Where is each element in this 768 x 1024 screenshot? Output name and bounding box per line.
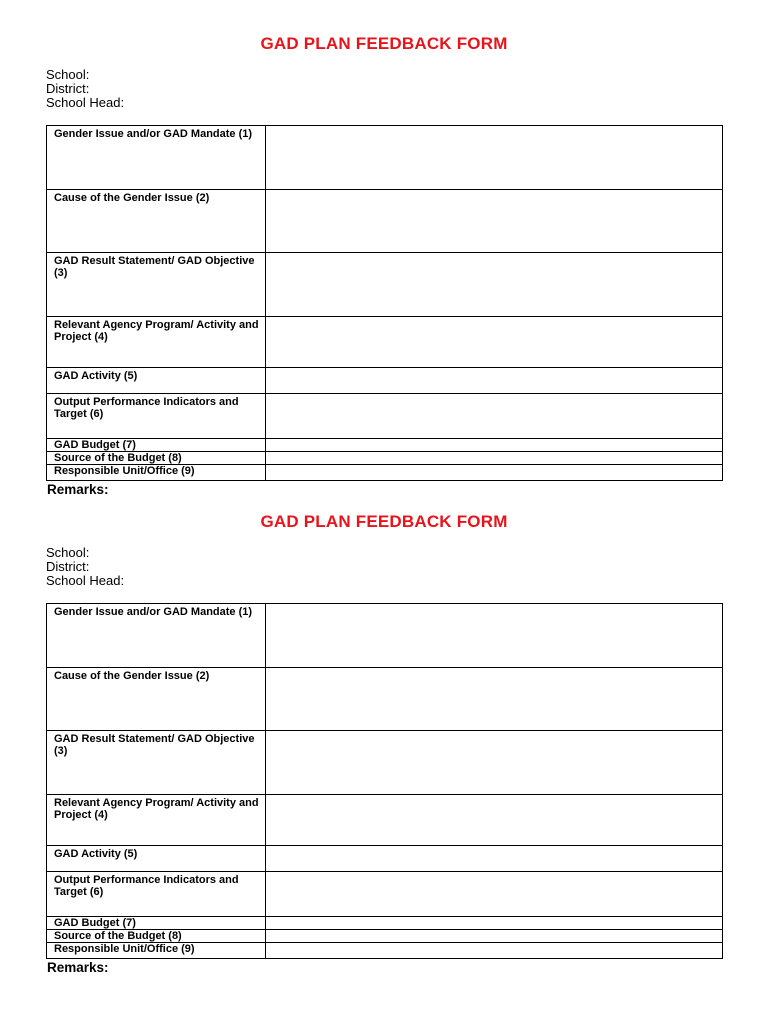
- table-row: [47, 872, 723, 917]
- row-value-budget-source[interactable]: [266, 452, 723, 465]
- row-value-responsible-unit[interactable]: [266, 943, 723, 959]
- school-field[interactable]: School:: [46, 67, 90, 82]
- row-label-result-statement: GAD Result Statement/ GAD Objective (3): [47, 253, 266, 317]
- table-row: [47, 668, 723, 731]
- row-value-agency-program[interactable]: [266, 317, 723, 368]
- form-info: [46, 546, 124, 588]
- district-field[interactable]: District:: [46, 81, 90, 96]
- row-label-gad-budget: GAD Budget (7): [47, 917, 266, 930]
- table-row: [47, 604, 723, 668]
- row-label-responsible-unit: Responsible Unit/Office (9): [47, 943, 266, 959]
- row-value-gad-activity[interactable]: [266, 368, 723, 394]
- row-value-agency-program[interactable]: [266, 795, 723, 846]
- table-row: [47, 917, 723, 930]
- table-row: [47, 368, 723, 394]
- remarks-label: Remarks:: [47, 482, 109, 497]
- table-row: [47, 846, 723, 872]
- form-title: GAD PLAN FEEDBACK FORM: [260, 34, 508, 53]
- row-value-responsible-unit[interactable]: [266, 465, 723, 481]
- row-label-result-statement: GAD Result Statement/ GAD Objective (3): [47, 731, 266, 795]
- row-label-responsible-unit: Responsible Unit/Office (9): [47, 465, 266, 481]
- feedback-table: [46, 125, 723, 481]
- row-label-agency-program: Relevant Agency Program/ Activity and Project (4): [47, 317, 266, 368]
- form-info: [46, 68, 124, 110]
- row-value-budget-source[interactable]: [266, 930, 723, 943]
- row-label-gad-activity: GAD Activity (5): [47, 846, 266, 872]
- row-label-budget-source: Source of the Budget (8): [47, 452, 266, 465]
- row-label-gender-issue: Gender Issue and/or GAD Mandate (1): [47, 126, 266, 190]
- table-row: [47, 190, 723, 253]
- row-value-gender-issue[interactable]: [266, 126, 723, 190]
- feedback-table: [46, 603, 723, 959]
- table-row: [47, 439, 723, 452]
- table-row: [47, 317, 723, 368]
- row-value-cause[interactable]: [266, 668, 723, 731]
- remarks-label: Remarks:: [47, 960, 109, 975]
- table-row: [47, 126, 723, 190]
- table-row: [47, 795, 723, 846]
- row-value-gad-activity[interactable]: [266, 846, 723, 872]
- school-field[interactable]: School:: [46, 545, 90, 560]
- row-value-gad-budget[interactable]: [266, 917, 723, 930]
- form-title: GAD PLAN FEEDBACK FORM: [260, 512, 508, 531]
- row-value-output-indicators[interactable]: [266, 394, 723, 439]
- row-label-gad-activity: GAD Activity (5): [47, 368, 266, 394]
- table-row: [47, 930, 723, 943]
- school-head-field[interactable]: School Head:: [46, 573, 125, 588]
- row-label-budget-source: Source of the Budget (8): [47, 930, 266, 943]
- table-row: [47, 731, 723, 795]
- table-row: [47, 465, 723, 481]
- district-field[interactable]: District:: [46, 559, 90, 574]
- row-value-output-indicators[interactable]: [266, 872, 723, 917]
- row-label-gad-budget: GAD Budget (7): [47, 439, 266, 452]
- row-value-cause[interactable]: [266, 190, 723, 253]
- row-label-output-indicators: Output Performance Indicators and Target (6): [47, 394, 266, 439]
- row-label-cause: Cause of the Gender Issue (2): [47, 668, 266, 731]
- table-row: [47, 394, 723, 439]
- row-value-result-statement[interactable]: [266, 731, 723, 795]
- row-value-result-statement[interactable]: [266, 253, 723, 317]
- table-row: [47, 253, 723, 317]
- row-value-gad-budget[interactable]: [266, 439, 723, 452]
- row-label-cause: Cause of the Gender Issue (2): [47, 190, 266, 253]
- row-label-output-indicators: Output Performance Indicators and Target (6): [47, 872, 266, 917]
- row-label-agency-program: Relevant Agency Program/ Activity and Project (4): [47, 795, 266, 846]
- row-label-gender-issue: Gender Issue and/or GAD Mandate (1): [47, 604, 266, 668]
- table-row: [47, 452, 723, 465]
- school-head-field[interactable]: School Head:: [46, 95, 125, 110]
- row-value-gender-issue[interactable]: [266, 604, 723, 668]
- table-row: [47, 943, 723, 959]
